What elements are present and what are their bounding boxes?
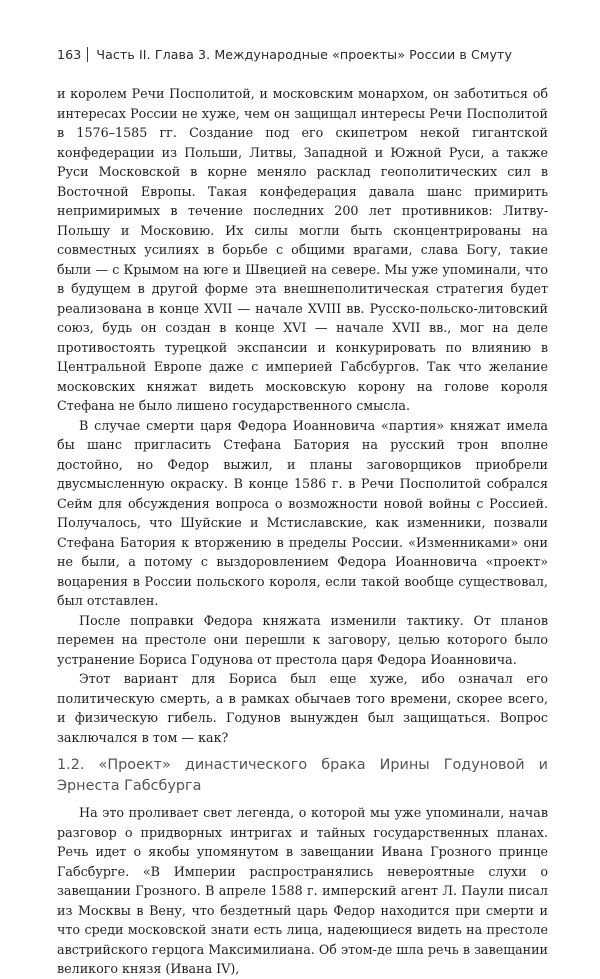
paragraph: В случае смерти царя Федора Иоанновича «партия» княжат имела бы шанс пригласить Стефана Батория на русский трон вполне достойно, но Федор выжил, и планы заговорщиков приобрели двусмысленную окраску. В конце 1586 г. в Речи Посполитой собрался Сейм для обсуждения вопроса о возможности новой войны с Россией. Получалось, что Шуйские и Мстиславские, как изменники, позвали Стефана Батория к вторжению в пределы России. «Изменниками» они не были, а потому с выздоровлением Федора Иоанновича «проект» воцарения в России польского короля, если такой вообще существовал, был отставлен. [57, 417, 548, 608]
paragraph: После поправки Федора княжата изменили тактику. От планов перемен на престоле они перешли к заговору, целью которого было устранение Бориса Годунова от престола царя Федора Иоанновича. [57, 612, 548, 667]
book-page [57, 44, 548, 979]
page-number: 163 [57, 47, 82, 62]
running-head [57, 44, 548, 66]
running-head-divider [87, 47, 88, 62]
body-text [57, 84, 548, 979]
paragraph: Этот вариант для Бориса был еще хуже, ибо означал его политическую смерть, а в рамках обычаев того времени, скорее всего, и физическую гибель. Годунов вынужден был защищаться. Вопрос заключался в том — как? [57, 671, 548, 745]
running-head-title: Часть II. Глава 3. Международные «проекты» России в Смуту [96, 47, 512, 62]
section-heading: 1.2. «Проект» династического брака Ирины Годуновой и Эрнеста Габсбурга [57, 757, 548, 794]
paragraph-continuation: и королем Речи Посполитой, и московским монархом, он заботиться об интересах России не хуже, чем он защищал интересы Речи Посполитой в 1576–1585 гг. Создание под его скипетром некой гигантской конфедерации из Польши, Литвы, Западной и Южной Руси, а также Руси Московской в корне меняло расклад геополитических сил в Восточной Европы. Такая конфедерация давала шанс примирить непримиримых в течение последних 200 лет противников: Литву-Польшу и Московию. Их силы могли быть сконцентрированы на совместных усилиях в борьбе с общими врагами, слава Богу, такие были — с Крымом на юге и Швецией на севере. Мы уже упоминали, что в будущем в другой форме эта внешнеполитическая стратегия будет реализована в конце XVII — начале XVIII вв. Русско-польско-литовский союз, будь он создан в конце XVI — начале XVII вв., мог на деле противостоять турецкой экспансии и конкурировать по влиянию в Центральной Европе даже с империей Габсбургов. Так что желание московских княжат видеть московскую корону на голове короля Стефана не было лишено государственного смысла. [57, 86, 548, 413]
paragraph: На это проливает свет легенда, о которой мы уже упоминали, начав разговор о придворных интригах и тайных государственных планах. Речь идет о якобы упомянутом в завещании Ивана Грозного принце Габсбурге. «В Империи распространялись невероятные слухи о завещании Грозного. В апреле 1588 г. имперский агент Л. Паули писал из Москвы в Вену, что бездетный царь Федор находится при смерти и что среди московской знати есть лица, надеющиеся видеть на престоле австрийского герцога Максимилиана. Об этом-де шла речь в завещании великого князя (Ивана IV), [57, 805, 548, 976]
